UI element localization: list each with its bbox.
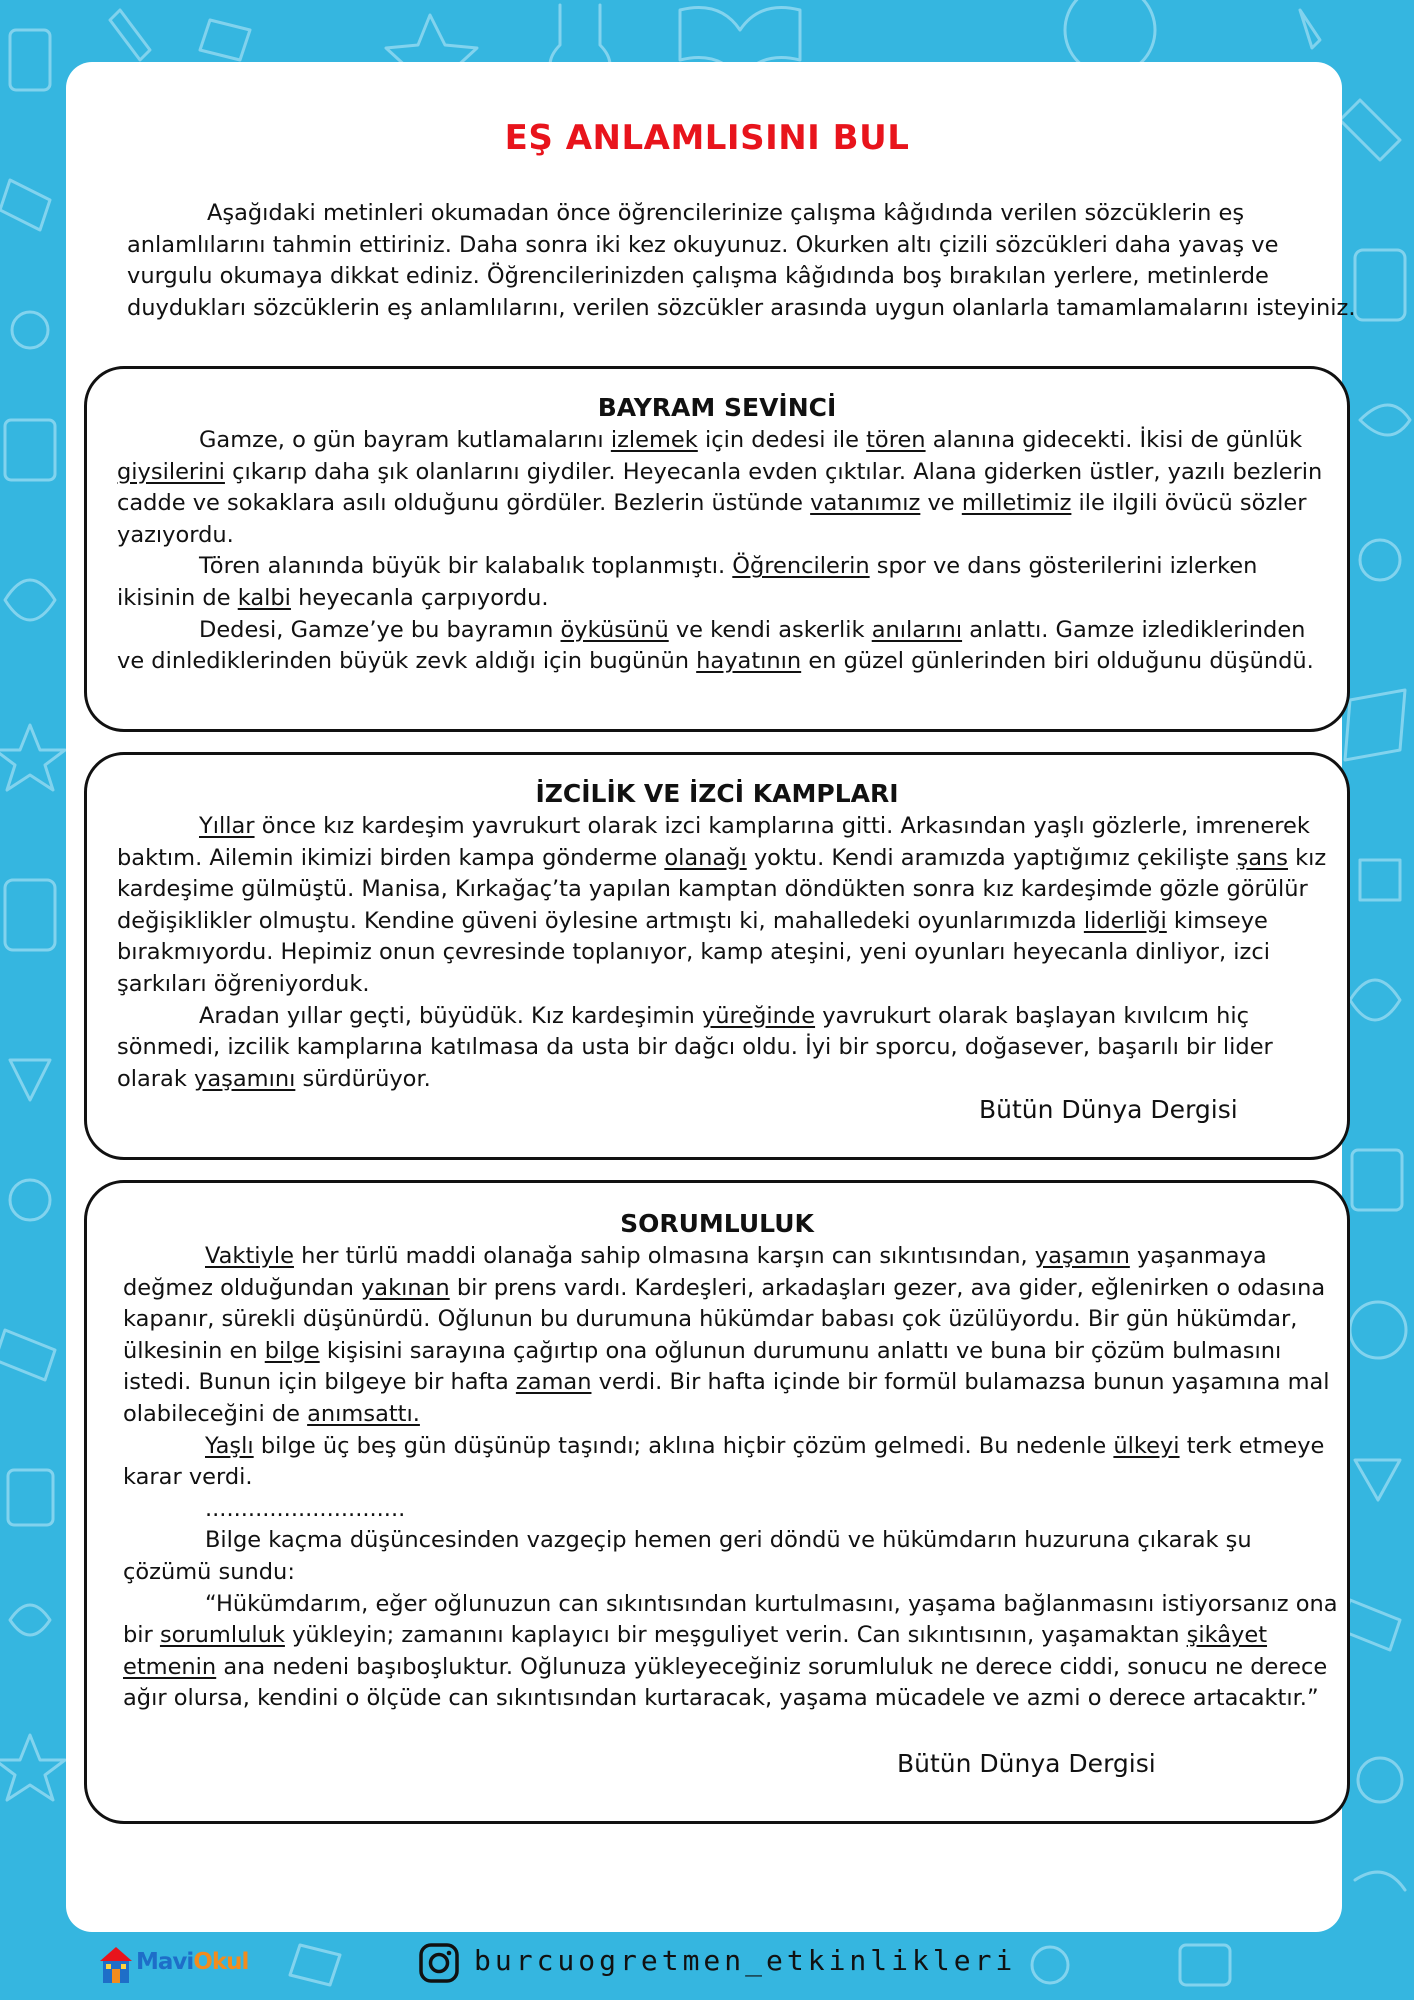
story-paragraph [123, 1494, 1343, 1526]
school-house-icon [96, 1943, 136, 1985]
text-run: sürdürüyor. [295, 1065, 431, 1092]
underlined-word: yakınan [360, 1274, 450, 1301]
story-title: BAYRAM SEVİNCİ [597, 393, 837, 422]
story-source: Bütün Dünya Dergisi [897, 1749, 1156, 1778]
text-run: Aradan yıllar geçti, büyüdük. Kız kardeşimin [199, 1002, 702, 1029]
text-run: ve kendi askerlik [668, 616, 872, 643]
story-source: Bütün Dünya Dergisi [979, 1095, 1238, 1124]
text-run: yükleyin; zamanını kaplayıcı bir meşguliyet verin. Can sıkıntısının, yaşamaktan [284, 1622, 1187, 1649]
text-run: ve [920, 490, 962, 517]
story-box-sorumluluk [84, 1180, 1350, 1824]
text-run: çıkarıp daha şık olanlarını giydiler. Heyecanla evden çıktılar. Alana giderken üstler, yazılı bezlerin cadde ve sokaklara asılı olduğunu gördüler. Bezlerin üstünde [117, 458, 1323, 517]
story-text [117, 425, 1332, 678]
text-run: yoktu. Kendi aramızda yaptığımız çekilişte [746, 844, 1237, 871]
page-title: EŞ ANLAMLISINI BUL [504, 118, 910, 158]
underlined-word: ülkeyi [1113, 1432, 1180, 1459]
text-run: bilge üç beş gün düşünüp taşındı; aklına hiçbir çözüm gelmedi. Bu nedenle [253, 1432, 1114, 1459]
underlined-word: Yaşlı [205, 1432, 254, 1459]
underlined-word: öyküsünü [560, 616, 669, 643]
underlined-word: vatanımız [810, 490, 921, 517]
underlined-word: kalbi [237, 584, 291, 611]
text-run: “Hükümdarım, eğer oğlunuzun can sıkıntısından kurtulmasını, yaşama bağlanmasını istiyorsanız ona bir [123, 1590, 1338, 1649]
story-paragraph [117, 615, 1332, 678]
underlined-word: sorumluluk [159, 1622, 285, 1649]
text-run: Bilge kaçma düşüncesinden vazgeçip hemen geri döndü ve hükümdarın huzuruna çıkarak şu çözümü sundu: [123, 1527, 1252, 1585]
story-paragraph [123, 1431, 1343, 1494]
text-run: spor ve dans gösterilerini izlerken ikisinin de [117, 553, 1258, 611]
text-run: kız kardeşime gülmüştü. Manisa, Kırkağaç’ta yapılan kamptan döndükten sonra kız kardeşimde gözle görülür değişiklikler olmuştu. Kendine güveni öylesine artmıştı ki, mahalledeki oyunlarımızda [117, 844, 1327, 934]
story-paragraph [117, 425, 1332, 551]
underlined-word: yaşamını [194, 1065, 296, 1092]
underlined-word: milletimiz [961, 490, 1072, 517]
story-paragraph [117, 811, 1332, 1001]
text-run: alanına gidecekti. İkisi de günlük [925, 427, 1303, 453]
underlined-word: hayatının [696, 648, 802, 675]
text-run: en güzel günlerinden biri olduğunu düşündü. [801, 648, 1314, 675]
text-run: için dedesi ile [697, 427, 867, 453]
underlined-word: yaşamın [1034, 1243, 1130, 1269]
text-run: ............................ [205, 1495, 406, 1522]
underlined-word: liderliği [1083, 907, 1167, 934]
text-run: heyecanla çarpıyordu. [290, 584, 549, 611]
text-run: kişisini sarayına çağırtıp ona oğlunun durumunu anlattı ve buna bir çözüm bulmasını istedi. Bunun için bilgeye bir hafta [123, 1337, 1282, 1396]
instagram-handle: burcuogretmen_etkinlikleri [474, 1944, 1017, 1977]
text-run: Dedesi, Gamze’ye bu bayramın [199, 616, 561, 643]
story-paragraph [123, 1525, 1343, 1588]
underlined-word: giysilerini [117, 458, 225, 485]
text-run: bir prens vardı. Kardeşleri, arkadaşları gezer, ava gider, eğlenirken o odasına kapanır, sürekli düşünürdü. Oğlunun bu durumuna hükümdar babası çok üzülüyordu. Bir gün hükümdar, ülkesinin en [123, 1274, 1326, 1364]
underlined-word: olanağı [664, 844, 747, 871]
text-run: yavrukurt olarak başlayan kıvılcım hiç sönmedi, izcilik kamplarına katılmasa da usta bir dağcı oldu. İyi bir sporcu, doğasever, başarılı bir lider olarak [117, 1002, 1273, 1092]
intro-instructions: Aşağıdaki metinleri okumadan önce öğrencilerinize çalışma kâğıdında verilen sözcüklerin eş anlamlılarını tahmin ettiriniz. Daha sonra iki kez okuyunuz. Okurken altı çizili sözcükleri daha yavaş ve vurgulu okumaya dikkat ediniz. Öğrencilerinizden çalışma kâğıdında boş bırakılan yerlere, metinlerde duydukları sözcüklerin eş anlamlılarını, verilen sözcükler arasında uygun olanlarla tamamlamalarını isteyiniz. [127, 200, 1356, 321]
text-run: Tören alanında büyük bir kalabalık toplanmıştı. [199, 553, 733, 580]
maviokul-logo: MaviOkul [96, 1943, 206, 1985]
story-paragraph [117, 1001, 1332, 1096]
story-paragraph [123, 1241, 1343, 1431]
text-run: her türlü maddi olanağa sahip olmasına karşın can sıkıntısından, [293, 1243, 1035, 1269]
text-run: yaşanmaya değmez olduğundan [123, 1243, 1267, 1301]
text-run: önce kız kardeşim yavrukurt olarak izci kamplarına gitti. Arkasından yaşlı gözlerle, imrenerek baktım. Ailemin ikimizi birden kampa gönderme [117, 813, 1310, 871]
story-title: İZCİLİK VE İZCİ KAMPLARI [535, 779, 899, 808]
story-box-izcilik [84, 752, 1350, 1160]
story-text [117, 811, 1332, 1095]
instagram-icon [418, 1942, 460, 1984]
underlined-word: Vaktiyle [205, 1243, 294, 1269]
underlined-word: yüreğinde [701, 1002, 816, 1029]
text-run: anlattı. Gamze izlediklerinden ve dinlediklerinden büyük zevk aldığı için bugünün [117, 616, 1306, 675]
underlined-word: anımsattı. [307, 1400, 420, 1427]
story-box-bayram-sevinci [84, 366, 1350, 732]
underlined-word: bilge [264, 1337, 320, 1364]
text-run: Gamze, o gün bayram kutlamalarını [199, 427, 611, 453]
underlined-word: anılarını [871, 616, 963, 643]
underlined-word: şans [1236, 844, 1288, 871]
underlined-word: zaman [515, 1369, 592, 1396]
underlined-word: şikâyet etmenin [123, 1622, 1268, 1680]
story-paragraph [117, 551, 1332, 614]
underlined-word: tören [866, 427, 926, 453]
story-text [123, 1241, 1343, 1715]
text-run: ile ilgili övücü sözler yazıyordu. [117, 490, 1307, 548]
underlined-word: Öğrencilerin [732, 553, 870, 580]
story-paragraph [123, 1589, 1343, 1715]
text-run: terk etmeye karar verdi. [123, 1432, 1325, 1491]
text-run: ana nedeni başıboşluktur. Oğlunuza yükleyeceğiniz sorumluluk ne derece ciddi, sonucu ne derece ağır olursa, kendini o ölçüde can sıkıntısından kurtaracak, yaşama mücadele ve azmi o derece artacaktır.” [123, 1653, 1328, 1712]
story-title: SORUMLULUK [620, 1209, 814, 1238]
text-run: verdi. Bir hafta içinde bir formül bulamazsa bunun yaşamına mal olabileceğini de [123, 1369, 1330, 1427]
underlined-word: izlemek [610, 427, 698, 453]
underlined-word: Yıllar [199, 813, 255, 839]
text-run: kimseye bırakmıyordu. Hepimiz onun çevresinde toplanıyor, kamp ateşini, yeni oyunları heyecanla dinliyor, izci şarkıları öğreniyorduk. [117, 907, 1270, 997]
instagram-credit[interactable] [418, 1942, 1017, 1986]
